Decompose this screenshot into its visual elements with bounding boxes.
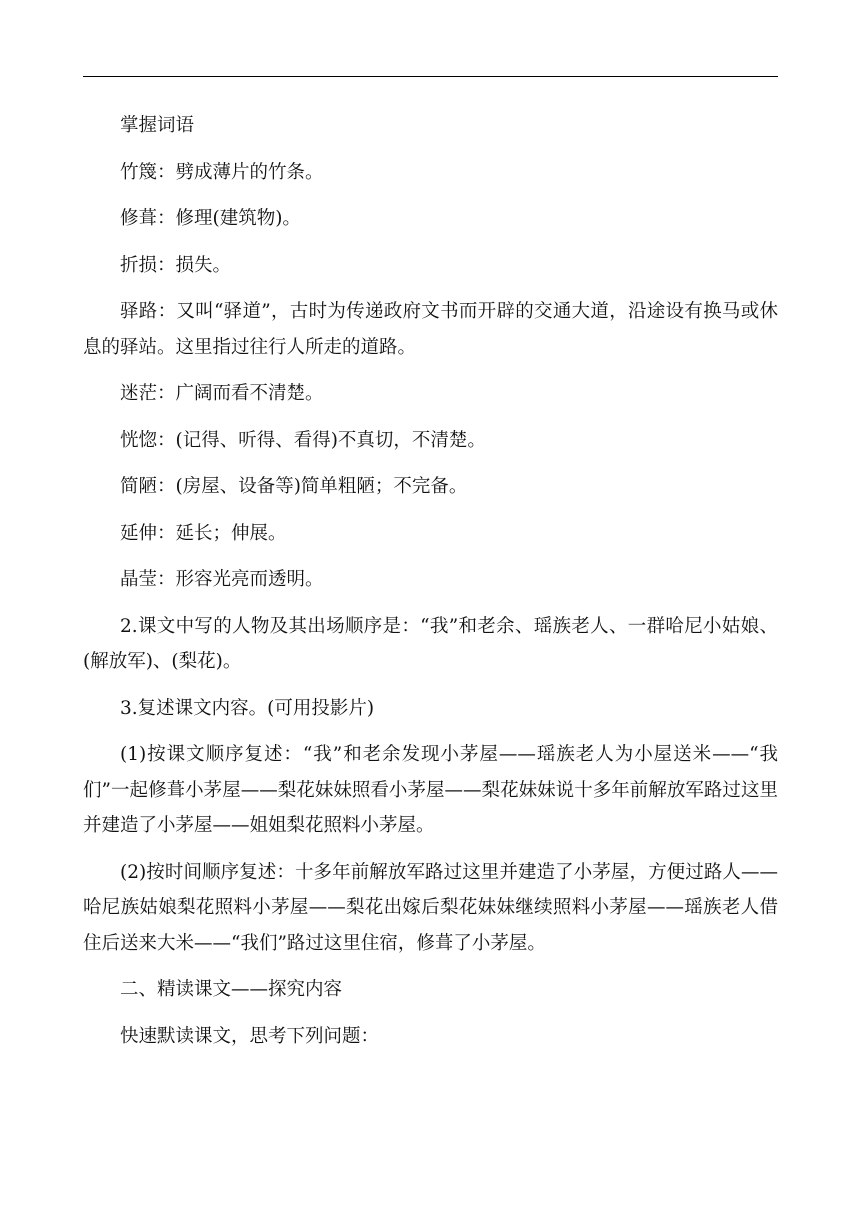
vocab-item: 折损：损失。	[120, 254, 232, 276]
numbered-paragraph: 3.复述课文内容。(可用投影片)	[120, 697, 375, 719]
numbered-paragraph: 2.课文中写的人物及其出场顺序是：“我”和老余、瑶族老人、一群哈尼小姑娘、(解放军)、(梨花)。	[83, 615, 778, 672]
vocab-item: 恍惚：(记得、听得、看得)不真切，不清楚。	[120, 429, 486, 451]
instruction-paragraph: 快速默读课文，思考下列问题：	[120, 1025, 380, 1047]
vocab-item: 晶莹：形容光亮而透明。	[120, 569, 324, 590]
vocab-item: 竹篾：劈成薄片的竹条。	[120, 161, 324, 183]
vocab-item: 驿路：又叫“驿道”，古时为传递政府文书而开辟的交通大道，沿途设有换马或休息的驿站。这里指过往行人所走的道路。	[83, 301, 778, 358]
retelling-paragraph: (1)按课文顺序复述：“我”和老余发现小茅屋——瑶族老人为小屋送米——“我们”一起修葺小茅屋——梨花妹妹照看小茅屋——梨花妹妹说十多年前解放军路过这里并建造了小茅屋——姐姐梨花照料小茅屋。	[83, 744, 778, 836]
section-heading: 掌握词语	[120, 115, 195, 136]
section-heading: 二、精读课文——探究内容	[120, 979, 343, 1000]
retelling-paragraph: (2)按时间顺序复述：十多年前解放军路过这里并建造了小茅屋，方便过路人——哈尼族姑娘梨花照料小茅屋——梨花出嫁后梨花妹妹继续照料小茅屋——瑶族老人借住后送来大米——“我们”路过这里住宿，修葺了小茅屋。	[83, 861, 778, 954]
vocab-item: 修葺：修理(建筑物)。	[120, 208, 301, 229]
document-body	[83, 108, 778, 1065]
header-rule	[83, 76, 778, 77]
vocab-item: 简陋：(房屋、设备等)简单粗陋；不完备。	[120, 476, 468, 497]
vocab-item: 延伸：延长；伸展。	[120, 522, 287, 544]
vocab-item: 迷茫：广阔而看不清楚。	[120, 383, 324, 404]
